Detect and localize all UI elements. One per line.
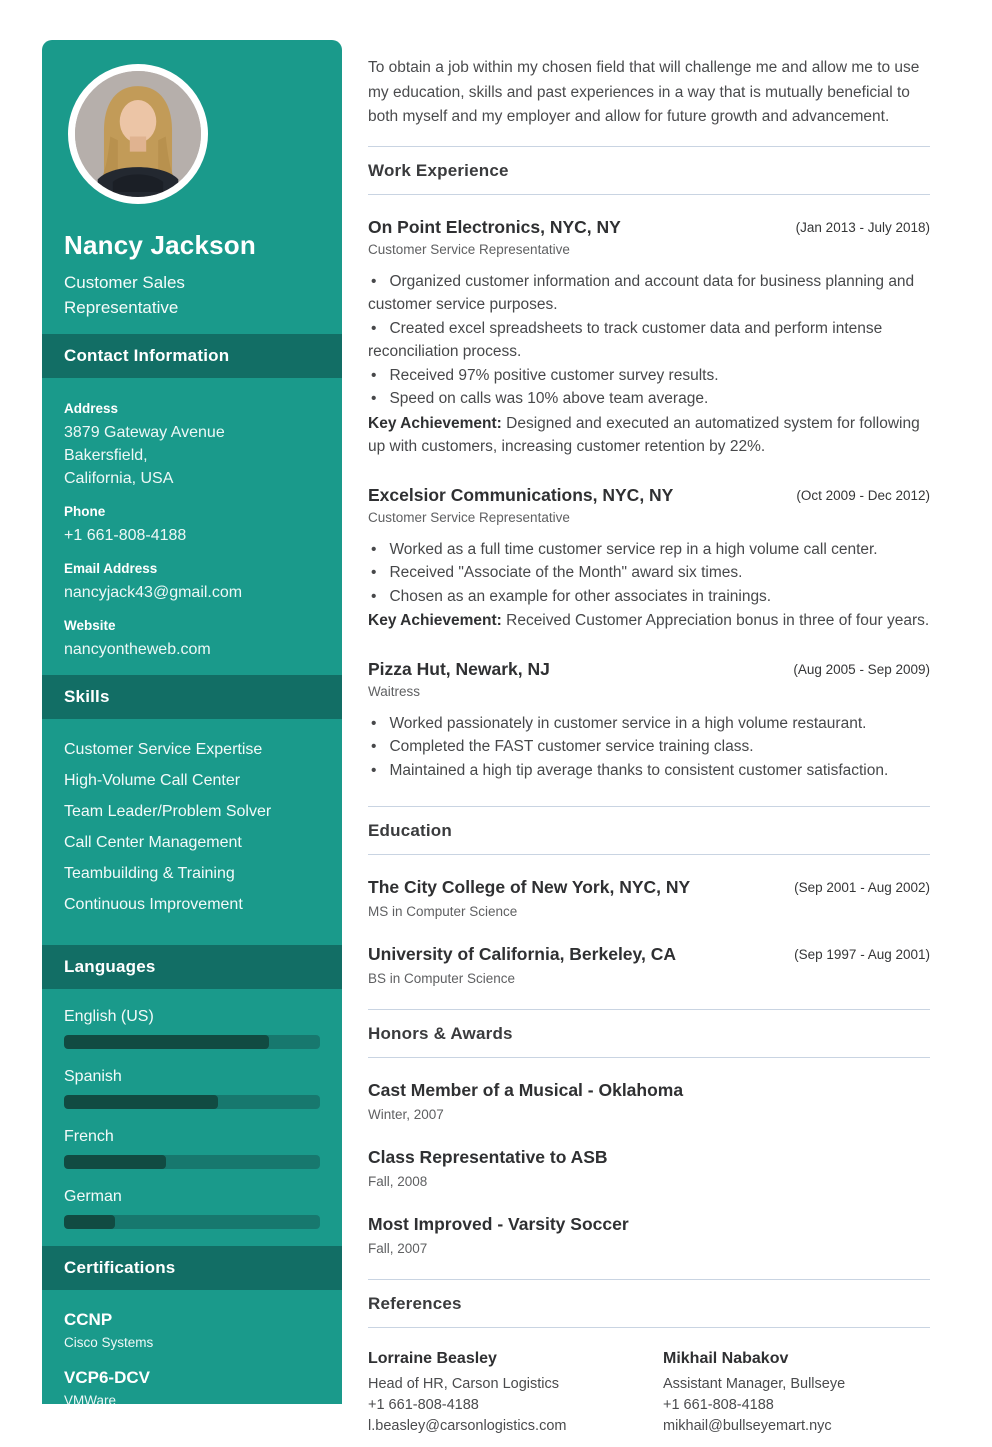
address-line: Bakersfield, (64, 447, 148, 464)
reference-entry (663, 1348, 930, 1437)
work-entry-dates: (Jan 2013 - July 2018) (795, 219, 930, 235)
resume-main-column (368, 56, 930, 1437)
key-achievement-text: Designed and executed an automatized system for following up with customers, increasing customer retention by 22%. (368, 414, 920, 455)
work-entry (368, 215, 930, 459)
certification-item (64, 1424, 320, 1447)
skill-item: Team Leader/Problem Solver (64, 803, 272, 820)
skills-list (42, 719, 342, 931)
certification-issuer: VMWare (64, 1393, 117, 1408)
work-entry-bullets (368, 538, 930, 609)
honor-date: Fall, 2007 (368, 1241, 428, 1256)
references-heading: References (368, 1279, 930, 1328)
phone-value: +1 661-808-4188 (64, 527, 187, 544)
work-entry-dates: (Aug 2005 - Sep 2009) (793, 661, 930, 677)
skill-item: Customer Service Expertise (64, 741, 263, 758)
language-level-fill (64, 1095, 218, 1109)
bullet-item: • Speed on calls was 10% above team average. (368, 387, 930, 411)
work-entry (368, 483, 930, 633)
languages-list (42, 989, 342, 1229)
work-entry-company: On Point Electronics, NYC, NY (368, 216, 621, 237)
education-school: University of California, Berkeley, CA (368, 944, 676, 964)
language-level-fill (64, 1155, 166, 1169)
bullet-item: • Received 97% positive customer survey results. (368, 364, 930, 388)
reference-email: l.beasley@carsonlogistics.com (368, 1418, 567, 1434)
language-name: Spanish (64, 1068, 122, 1085)
language-name: French (64, 1128, 114, 1145)
certification-name: DCUCI Exam (64, 1426, 168, 1445)
education-degree: BS in Computer Science (368, 971, 516, 986)
education-entry-header (368, 942, 930, 966)
certifications-list (42, 1290, 342, 1447)
phone-label: Phone (64, 504, 106, 519)
honor-title: Most Improved - Varsity Soccer (368, 1214, 629, 1234)
reference-phone: +1 661-808-4188 (368, 1397, 479, 1413)
language-level-track (64, 1155, 320, 1169)
bullet-item: • Created excel spreadsheets to track customer data and perform intense reconciliation process. (368, 317, 930, 364)
skills-section-heading: Skills (42, 675, 342, 719)
work-experience-heading: Work Experience (368, 146, 930, 195)
language-level-track (64, 1215, 320, 1229)
education-entry (368, 875, 930, 920)
work-entry-header (368, 483, 930, 507)
skill-item: High-Volume Call Center (64, 772, 241, 789)
contact-field-email (64, 560, 320, 604)
bullet-item: • Completed the FAST customer service training class. (368, 735, 930, 759)
sidebar (42, 40, 342, 1445)
person-job-title: Customer Sales Representative (64, 273, 185, 317)
objective-text: To obtain a job within my chosen field that will challenge me and allow me to use my education, skills and past experiences in a way that is mutually beneficial to both myself and my employer and allow for future growth and advancement. (368, 59, 920, 125)
language-name: English (US) (64, 1008, 154, 1025)
reference-role: Assistant Manager, Bullseye (663, 1376, 846, 1392)
contact-section-heading: Contact Information (42, 334, 342, 378)
reference-email: mikhail@bullseyemart.nyc (663, 1418, 832, 1434)
work-entry-company: Excelsior Communications, NYC, NY (368, 484, 674, 505)
honor-date: Winter, 2007 (368, 1107, 444, 1122)
language-item (64, 1006, 320, 1049)
work-entry-company: Pizza Hut, Newark, NJ (368, 658, 550, 679)
education-degree: MS in Computer Science (368, 904, 518, 919)
website-value: nancyontheweb.com (64, 641, 211, 658)
email-label: Email Address (64, 561, 158, 576)
bullet-item: • Organized customer information and account data for business planning and customer service purposes. (368, 270, 930, 317)
profile-photo-illustration (75, 71, 201, 197)
key-achievement (368, 609, 930, 633)
work-entry-header (368, 215, 930, 239)
education-school: The City College of New York, NYC, NY (368, 877, 691, 897)
language-level-track (64, 1095, 320, 1109)
certification-item (64, 1308, 320, 1351)
certification-name: CCNP (64, 1310, 113, 1329)
bullet-item: • Chosen as an example for other associates in trainings. (368, 585, 930, 609)
language-name: German (64, 1188, 122, 1205)
profile-photo (68, 64, 208, 204)
language-item (64, 1066, 320, 1109)
contact-fields (42, 378, 342, 661)
languages-section-heading: Languages (42, 945, 342, 989)
skill-item: Teambuilding & Training (64, 865, 235, 882)
certification-name: VCP6-DCV (64, 1368, 150, 1387)
honor-title: Class Representative to ASB (368, 1147, 608, 1167)
contact-field-phone (64, 503, 320, 547)
person-name: Nancy Jackson (64, 230, 256, 260)
language-item (64, 1126, 320, 1169)
reference-phone: +1 661-808-4188 (663, 1397, 774, 1413)
key-achievement-text: Received Customer Appreciation bonus in three of four years. (506, 612, 930, 629)
bullet-item: • Worked passionately in customer service in a high volume restaurant. (368, 712, 930, 736)
contact-field-website (64, 617, 320, 661)
work-entry-header (368, 657, 930, 681)
reference-role: Head of HR, Carson Logistics (368, 1376, 559, 1392)
reference-name: Mikhail Nabakov (663, 1350, 789, 1367)
education-entry (368, 942, 930, 987)
education-dates: (Sep 2001 - Aug 2002) (794, 880, 930, 895)
work-entry-bullets (368, 270, 930, 411)
references-grid (368, 1348, 930, 1437)
honor-entry (368, 1145, 930, 1190)
work-entry-role: Customer Service Representative (368, 241, 570, 257)
work-entry-role: Waitress (368, 683, 421, 699)
address-label: Address (64, 401, 119, 416)
language-level-fill (64, 1035, 269, 1049)
honor-entry (368, 1212, 930, 1257)
address-line: 3879 Gateway Avenue (64, 424, 225, 441)
email-value: nancyjack43@gmail.com (64, 584, 243, 601)
reference-entry (368, 1348, 663, 1437)
reference-name: Lorraine Beasley (368, 1350, 497, 1367)
education-entry-header (368, 875, 930, 899)
work-entry-role: Customer Service Representative (368, 509, 570, 525)
key-achievement (368, 412, 930, 459)
language-item (64, 1186, 320, 1229)
honor-date: Fall, 2008 (368, 1174, 428, 1189)
skill-item: Call Center Management (64, 834, 242, 851)
work-entry-dates: (Oct 2009 - Dec 2012) (796, 487, 930, 503)
certification-item (64, 1366, 320, 1409)
honor-entry (368, 1078, 930, 1123)
certifications-section-heading: Certifications (42, 1246, 342, 1290)
skill-item: Continuous Improvement (64, 896, 243, 913)
address-line: California, USA (64, 470, 174, 487)
contact-field-address (64, 400, 320, 490)
education-dates: (Sep 1997 - Aug 2001) (794, 947, 930, 962)
key-achievement-label: Key Achievement: (368, 612, 502, 629)
key-achievement-label: Key Achievement: (368, 414, 502, 432)
work-entry-bullets (368, 712, 930, 783)
bullet-item: • Worked as a full time customer service rep in a high volume call center. (368, 538, 930, 562)
bullet-item: • Received "Associate of the Month" award six times. (368, 561, 930, 585)
honor-title: Cast Member of a Musical - Oklahoma (368, 1080, 684, 1100)
bullet-item: • Maintained a high tip average thanks to consistent customer satisfaction. (368, 759, 930, 783)
certification-issuer: Cisco Systems (64, 1335, 154, 1350)
language-level-track (64, 1035, 320, 1049)
language-level-fill (64, 1215, 115, 1229)
work-entry (368, 657, 930, 783)
honors-heading: Honors & Awards (368, 1009, 930, 1058)
website-label: Website (64, 618, 116, 633)
education-heading: Education (368, 806, 930, 855)
